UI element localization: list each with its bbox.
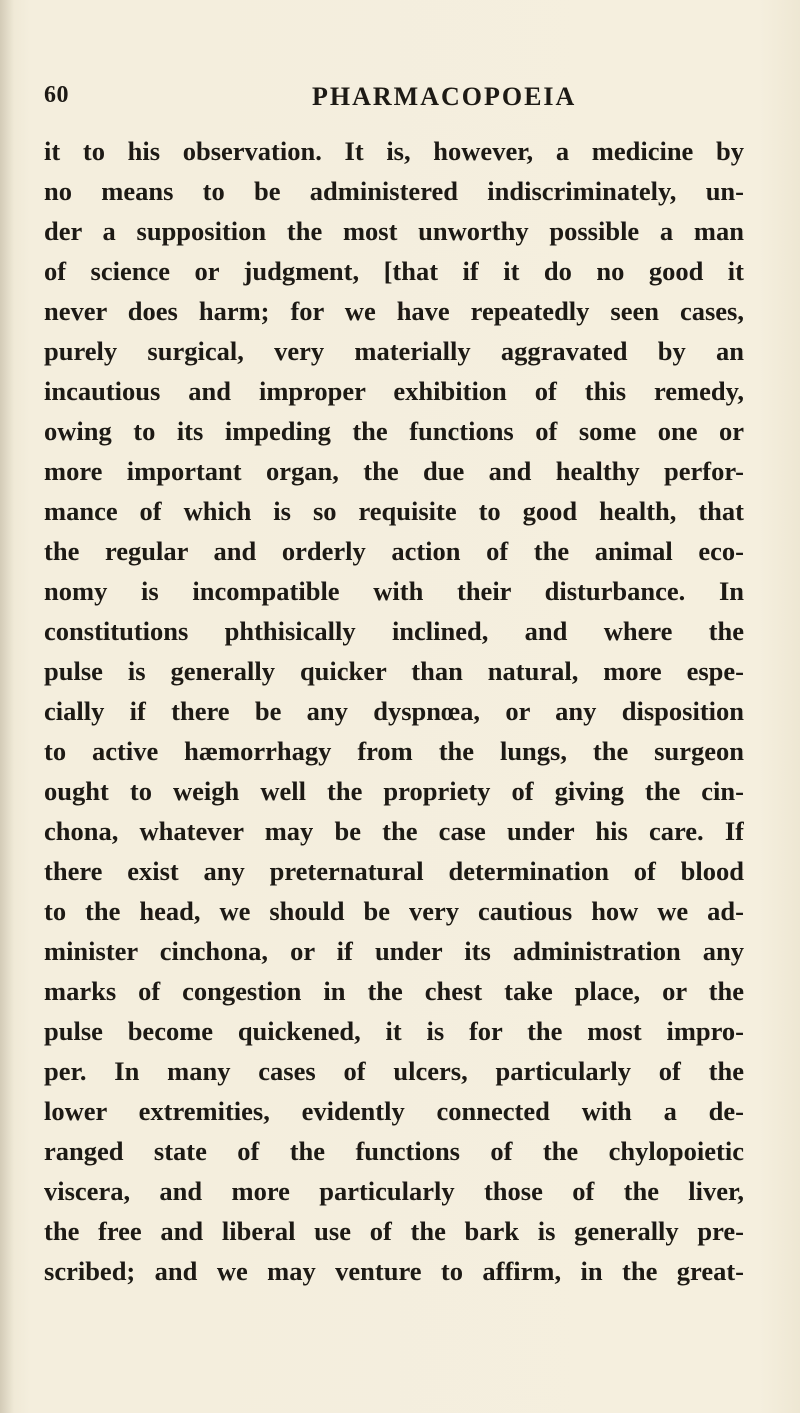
text-line: no means to be administered indiscriminately, un- bbox=[44, 176, 744, 206]
text-line: ought to weigh well the propriety of giving the cin- bbox=[44, 776, 744, 806]
text-line: cially if there be any dyspnœa, or any disposition bbox=[44, 696, 744, 726]
text-line: pulse become quickened, it is for the most impro- bbox=[44, 1016, 744, 1046]
text-line: to the head, we should be very cautious how we ad- bbox=[44, 896, 744, 926]
text-line: scribed; and we may venture to affirm, in the great- bbox=[44, 1256, 744, 1286]
text-line: per. In many cases of ulcers, particularly of the bbox=[44, 1056, 744, 1086]
text-line: ranged state of the functions of the chylopoietic bbox=[44, 1136, 744, 1166]
text-line: the free and liberal use of the bark is generally pre- bbox=[44, 1216, 744, 1246]
text-line: there exist any preternatural determination of blood bbox=[44, 856, 744, 886]
text-line: purely surgical, very materially aggravated by an bbox=[44, 336, 744, 366]
text-line: incautious and improper exhibition of this remedy, bbox=[44, 376, 744, 406]
text-line: der a supposition the most unworthy possible a man bbox=[44, 216, 744, 246]
running-title: PHARMACOPOEIA bbox=[312, 82, 577, 111]
text-line: nomy is incompatible with their disturbance. In bbox=[44, 576, 744, 606]
text-line: constitutions phthisically inclined, and where the bbox=[44, 616, 744, 646]
text-line: minister cinchona, or if under its administration any bbox=[44, 936, 744, 966]
text-line: marks of congestion in the chest take place, or the bbox=[44, 976, 744, 1006]
text-line: the regular and orderly action of the animal eco- bbox=[44, 536, 744, 566]
page-number: 60 bbox=[44, 82, 69, 108]
body-text bbox=[44, 131, 744, 1291]
text-line: viscera, and more particularly those of the liver, bbox=[44, 1176, 744, 1206]
text-line: chona, whatever may be the case under his care. If bbox=[44, 816, 744, 846]
text-line: it to his observation. It is, however, a medicine by bbox=[44, 136, 744, 166]
text-line: more important organ, the due and healthy perfor- bbox=[44, 456, 744, 486]
running-head bbox=[44, 82, 744, 122]
text-line: owing to its impeding the functions of some one or bbox=[44, 416, 744, 446]
text-line: pulse is generally quicker than natural, more espe- bbox=[44, 656, 744, 686]
text-line: never does harm; for we have repeatedly seen cases, bbox=[44, 296, 744, 326]
text-line: lower extremities, evidently connected with a de- bbox=[44, 1096, 744, 1126]
text-line: mance of which is so requisite to good health, that bbox=[44, 496, 744, 526]
text-line: of science or judgment, [that if it do no good it bbox=[44, 256, 744, 286]
binding-gutter-shadow bbox=[0, 0, 14, 1413]
text-line: to active hæmorrhagy from the lungs, the surgeon bbox=[44, 736, 744, 766]
